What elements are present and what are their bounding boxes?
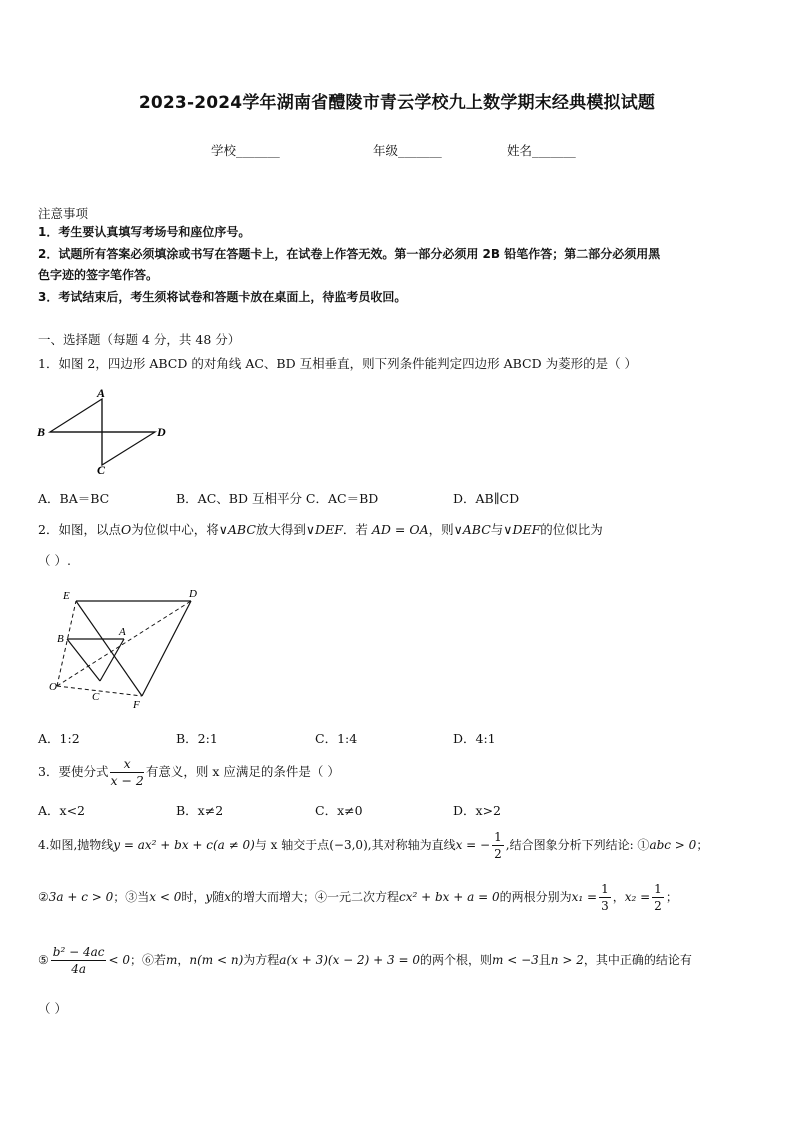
note-item: 1．考生要认真填写考场号和座位序号。 xyxy=(38,225,251,239)
q4-line-3: ⑤ $\frac{\text{b² − 4ac}}{4a}$ < 0；⑥若m，n(m < n)为方程a(x + 3)(x − 2) + 3 = 0的两个根，则m < −3且n > 2，其中正确的结论有 xyxy=(38,945,692,976)
q3-option-d: D．x>2 xyxy=(453,803,501,818)
point-d-label: D xyxy=(189,588,197,600)
q1-stem: 1．如图 2，四边形 ABCD 的对角线 AC、BD 互相垂直，则下列条件能判定四边形 ABCD 为菱形的是（ ） xyxy=(38,356,638,371)
point-o-label: O xyxy=(49,681,57,693)
q3-option-c: C．x≠0 xyxy=(315,803,363,818)
q1-option-bc: B．AC、BD 互相平分 C．AC＝BD xyxy=(176,491,379,506)
section-heading: 一、选择题（每题 4 分，共 48 分） xyxy=(38,332,241,347)
q1-rhombus-figure xyxy=(30,385,180,477)
page-title: 2023-2024学年湖南省醴陵市青云学校九上数学期末经典模拟试题 xyxy=(138,93,656,113)
q2-homothety-figure xyxy=(45,585,215,713)
q1-option-d: D．AB∥CD xyxy=(453,491,520,506)
point-b-label: B xyxy=(57,633,64,645)
q4-line-1: 4.如图,抛物线y = ax² + bx + c(a ≠ 0)与 x 轴交于点(−3,0),其对称轴为直线x = − $\frac{1}{2}$ ,结合图象分析下列结论: ①abc > 0； xyxy=(38,830,709,861)
name-field: 姓名_______ xyxy=(507,143,576,158)
vertex-b-label: B xyxy=(37,425,46,439)
vertex-d-label: D xyxy=(157,425,166,439)
vertex-c-label: C xyxy=(97,463,106,477)
q2-option-a: A．1:2 xyxy=(38,731,80,746)
q2-option-b: B．2:1 xyxy=(176,731,218,746)
note-item: 3．考试结束后，考生须将试卷和答题卡放在桌面上，待监考员收回。 xyxy=(38,290,407,304)
q2-option-d: D．4:1 xyxy=(453,731,496,746)
q3-option-b: B．x≠2 xyxy=(176,803,224,818)
q4-answer-paren: （ ） xyxy=(38,1001,67,1016)
note-item: 色字迹的签字笔作答。 xyxy=(38,268,159,282)
point-f-label: F xyxy=(133,699,140,711)
q2-answer-paren: （ ）. xyxy=(38,553,71,568)
q2-option-c: C．1:4 xyxy=(315,731,358,746)
q3-stem: 3．要使分式 $\frac{x}{x - 2}$ 有意义，则 x 应满足的条件是（ ） xyxy=(38,756,340,788)
point-c-label: C xyxy=(92,691,100,703)
note-item: 2．试题所有答案必须填涂或书写在答题卡上，在试卷上作答无效。第一部分必须用 2B 铅笔作答；第二部分必须用黑 xyxy=(38,247,661,261)
q4-line-2: ②3a + c > 0；③当x < 0时，y随x的增大而增大；④一元二次方程cx² + bx + a = 0的两根分别为x₁ = $\frac{1}{3}$ ，x₂ = $\frac{1}{2}$ ； xyxy=(38,882,678,913)
q1-option-a: A．BA＝BC xyxy=(38,491,110,506)
point-a-label: A xyxy=(119,626,126,638)
grade-field: 年级_______ xyxy=(373,143,442,158)
point-e-label: E xyxy=(63,590,70,602)
school-field: 学校_______ xyxy=(211,143,280,158)
q3-fraction: $\frac{x}{x - 2}$ xyxy=(110,756,144,788)
q2-stem: 2．如图，以点O为位似中心，将∨ABC放大得到∨DEF．若 AD = OA，则∨ABC与∨DEF的位似比为 xyxy=(38,522,603,537)
q3-option-a: A．x<2 xyxy=(38,803,86,818)
notes-heading: 注意事项 xyxy=(38,206,89,221)
vertex-a-label: A xyxy=(97,386,106,400)
